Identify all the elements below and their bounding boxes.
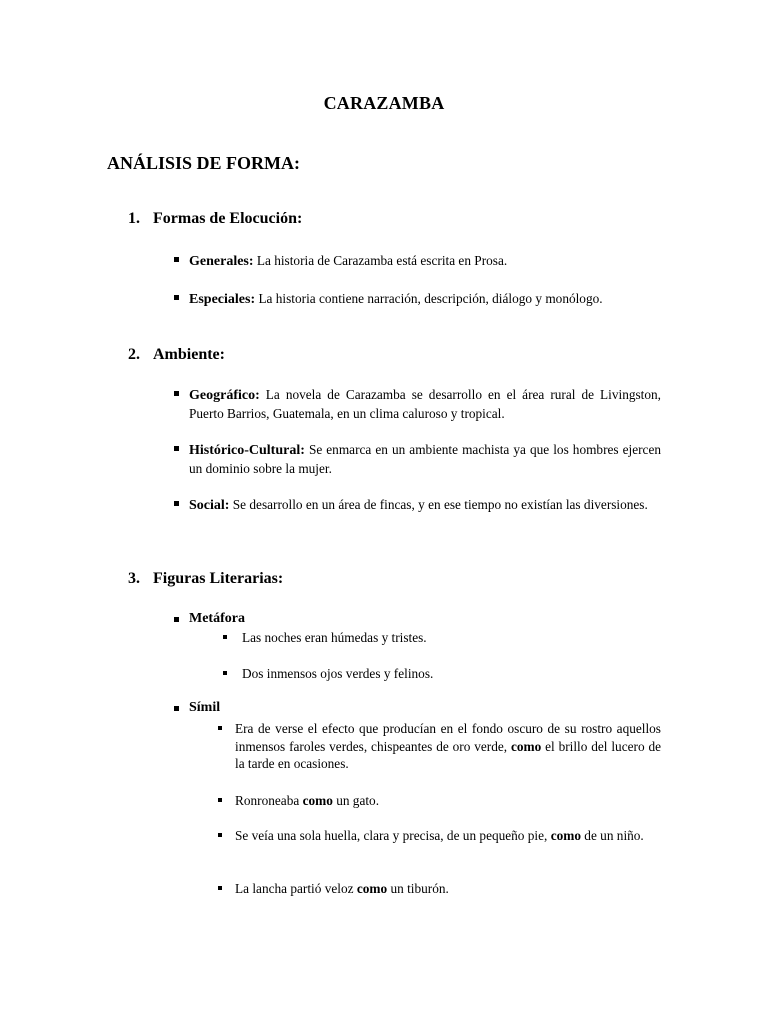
- keyword-como: como: [356, 881, 388, 896]
- item-text: Se desarrollo en un área de fincas, y en ese tiempo no existían las diversiones.: [232, 497, 648, 512]
- simil-example: [218, 792, 661, 810]
- example-text: Dos inmensos ojos verdes y felinos.: [242, 666, 434, 681]
- item-label: Generales:: [189, 254, 254, 269]
- bullet-marker: [218, 798, 222, 802]
- item-text: La historia contiene narración, descripción, diálogo y monólogo.: [258, 291, 603, 306]
- heading-formas-elocucion: [128, 210, 302, 228]
- subheading-text: Símil: [189, 700, 221, 715]
- keyword-como: como: [550, 828, 581, 843]
- heading-text: Ambiente:: [153, 346, 225, 363]
- bullet-marker: [223, 635, 227, 639]
- bullet-marker: [174, 501, 179, 506]
- bullet-marker: [174, 706, 179, 711]
- item-label: Especiales:: [189, 292, 256, 307]
- bullet-marker: [174, 446, 179, 451]
- item-text: La historia de Carazamba está escrita en Prosa.: [256, 253, 508, 268]
- example-text-before: Era de verse el efecto que producían en el fondo oscuro de su rostro aquellos inmensos faroles verdes, chispeantes de oro verde,: [235, 721, 661, 754]
- subheading-text: Metáfora: [189, 611, 245, 626]
- item-text: Se enmarca en un ambiente machista ya que los hombres ejercen un dominio sobre la mujer.: [189, 442, 662, 476]
- bullet-marker: [174, 257, 179, 262]
- bullet-marker: [218, 833, 222, 837]
- subheading-simil: [174, 700, 220, 716]
- bullet-marker: [174, 295, 179, 300]
- example-text-before: Ronroneaba: [235, 793, 300, 808]
- keyword-como: como: [302, 793, 333, 808]
- example-text-before: La lancha partió veloz: [235, 881, 354, 896]
- document-title: CARAZAMBA: [323, 93, 445, 113]
- heading-number: 3.: [128, 570, 140, 587]
- list-item-geografico: [174, 386, 661, 422]
- list-item-especiales: [174, 290, 661, 309]
- example-text-before: Se veía una sola huella, clara y precisa, de un pequeño pie,: [235, 828, 548, 843]
- example-text-after: un tiburón.: [390, 881, 449, 896]
- metafora-example: [223, 665, 661, 683]
- heading-number: 1.: [128, 210, 140, 227]
- example-text: Las noches eran húmedas y tristes.: [242, 630, 427, 645]
- example-text-after: un gato.: [336, 793, 380, 808]
- list-item-social: [174, 496, 661, 515]
- bullet-marker: [218, 726, 222, 730]
- heading-text: Figuras Literarias:: [153, 570, 284, 587]
- heading-figuras-literarias: [128, 570, 283, 588]
- metafora-example: [223, 629, 661, 647]
- example-text-after: de un niño.: [584, 828, 644, 843]
- bullet-marker: [218, 886, 222, 890]
- section-heading: ANÁLISIS DE FORMA:: [107, 153, 301, 173]
- heading-text: Formas de Elocución:: [153, 210, 303, 227]
- heading-number: 2.: [128, 346, 140, 363]
- item-label: Social:: [189, 498, 230, 513]
- subheading-metafora: [174, 611, 245, 627]
- simil-example: [218, 827, 661, 845]
- keyword-como: como: [510, 738, 542, 754]
- list-item-historico-cultural: [174, 441, 661, 477]
- item-label: Geográfico:: [189, 388, 260, 403]
- simil-example: [218, 720, 661, 773]
- bullet-marker: [174, 391, 179, 396]
- item-label: Histórico-Cultural:: [189, 443, 305, 458]
- bullet-marker: [174, 617, 179, 622]
- bullet-marker: [223, 671, 227, 675]
- list-item-generales: [174, 252, 661, 271]
- heading-ambiente: [128, 346, 225, 364]
- item-text: La novela de Carazamba se desarrollo en el área rural de Livingston, Puerto Barrios, Guatemala, en un clima caluroso y tropical.: [189, 387, 661, 421]
- simil-example: [218, 880, 661, 898]
- example-text-after: el brillo del lucero de la tarde en ocasiones.: [235, 738, 662, 771]
